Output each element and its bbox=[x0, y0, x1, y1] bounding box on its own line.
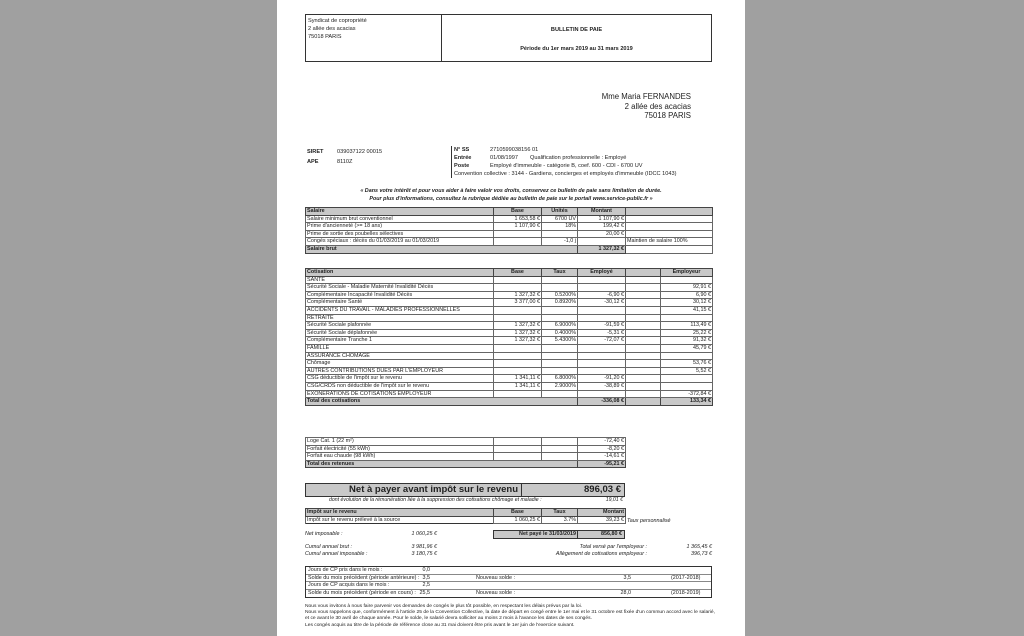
conges-label: Jours de CP acquis dans le mois : bbox=[308, 582, 390, 589]
col-header: Base bbox=[494, 269, 542, 277]
conges-period: (2017-2018) bbox=[671, 574, 701, 581]
cell bbox=[494, 344, 542, 352]
siret-value: 039037122 00015 bbox=[337, 149, 383, 155]
cumul-imposable-value: 3 180,75 € bbox=[411, 551, 437, 557]
table-row bbox=[306, 276, 713, 284]
col-header bbox=[626, 208, 713, 216]
conservation-notice bbox=[297, 188, 725, 203]
cell bbox=[542, 445, 578, 453]
cell: -72,07 € bbox=[578, 337, 626, 345]
cell: -6,90 € bbox=[578, 291, 626, 299]
cell: 41,15 € bbox=[661, 306, 713, 314]
cell: Congés spéciaux : décès du 01/03/2019 au 01/03/2019 bbox=[306, 238, 494, 246]
cell: 1 653,58 € bbox=[494, 215, 542, 223]
cell bbox=[626, 314, 661, 322]
cell bbox=[661, 314, 713, 322]
conges-value: 2,5 bbox=[422, 582, 430, 589]
ss-value: 2710599038156 01 bbox=[490, 147, 539, 153]
cell: CSG déductible de l'impôt sur le revenu bbox=[306, 375, 494, 383]
cell bbox=[626, 390, 661, 398]
table-row bbox=[306, 238, 713, 246]
cell bbox=[661, 352, 713, 360]
cell: RETRAITE bbox=[306, 314, 494, 322]
cell bbox=[578, 238, 626, 246]
net-imposable-value: 1 060,25 € bbox=[411, 531, 437, 537]
table-row bbox=[306, 438, 626, 446]
cell: Prime d'ancienneté (>= 18 ans) bbox=[306, 223, 494, 231]
entree-label: Entrée bbox=[454, 155, 472, 161]
employee-ids bbox=[451, 146, 713, 178]
cumul-brut-value: 3 981,96 € bbox=[411, 544, 437, 550]
cell: Sécurité Sociale - Maladie Maternité Invalidité Décès bbox=[306, 284, 494, 292]
cell bbox=[542, 453, 578, 461]
table-row bbox=[306, 360, 713, 368]
table-row bbox=[306, 284, 713, 292]
cell: EXONÉRATIONS DE COTISATIONS EMPLOYEUR bbox=[306, 390, 494, 398]
footer-notes bbox=[305, 604, 715, 629]
cell bbox=[626, 306, 661, 314]
cell: 92,91 € bbox=[661, 284, 713, 292]
cell bbox=[626, 352, 661, 360]
conges-nouveau-label: Nouveau solde : bbox=[476, 589, 515, 596]
cell bbox=[494, 360, 542, 368]
cell: 25,22 € bbox=[661, 329, 713, 337]
net-imposable-label: Net imposable : bbox=[305, 531, 343, 537]
siret-label: SIRET bbox=[307, 149, 324, 155]
cell: 6.9000% bbox=[542, 322, 578, 330]
cell bbox=[626, 375, 661, 383]
cell bbox=[494, 276, 542, 284]
cell: 5.4300% bbox=[542, 337, 578, 345]
cell bbox=[542, 390, 578, 398]
conges-nouveau: 28,0 bbox=[620, 589, 631, 596]
entree-value: 01/08/1997 bbox=[490, 155, 518, 161]
col-header: Employé bbox=[578, 269, 626, 277]
table-row bbox=[306, 291, 713, 299]
table-row bbox=[306, 352, 713, 360]
table-row bbox=[306, 299, 713, 307]
cell: -91,59 € bbox=[578, 322, 626, 330]
cell bbox=[578, 367, 626, 375]
cell: 1 107,90 € bbox=[578, 215, 626, 223]
cell bbox=[494, 453, 542, 461]
cell bbox=[661, 375, 713, 383]
ape-value: 8110Z bbox=[337, 159, 353, 165]
cell: -38,89 € bbox=[578, 382, 626, 390]
cell bbox=[494, 306, 542, 314]
cell: Prime de sortie des poubelles sélectives bbox=[306, 230, 494, 238]
cell: 20,00 € bbox=[578, 230, 626, 238]
employer-name: Syndicat de copropriété bbox=[308, 18, 367, 24]
cell bbox=[578, 344, 626, 352]
cell: 1 327,32 € bbox=[494, 329, 542, 337]
net-paye-box bbox=[493, 530, 625, 539]
cell bbox=[626, 398, 661, 406]
table-row bbox=[306, 390, 713, 398]
cell: -5,31 € bbox=[578, 329, 626, 337]
cell bbox=[578, 390, 626, 398]
col-header: Taux bbox=[542, 509, 578, 517]
ss-label: N° SS bbox=[454, 147, 470, 153]
taux-note: Taux personnalisé bbox=[627, 518, 671, 524]
cell: 199,42 € bbox=[578, 223, 626, 231]
cell: 0.5200% bbox=[542, 291, 578, 299]
col-header: Taux bbox=[542, 269, 578, 277]
cell bbox=[626, 322, 661, 330]
table-row bbox=[306, 329, 713, 337]
table-row bbox=[306, 453, 626, 461]
cell: -14,61 € bbox=[578, 453, 626, 461]
conges-label: Solde du mois précédent (période antérieure) : bbox=[308, 574, 420, 581]
cell: 1 327,32 € bbox=[494, 291, 542, 299]
footer-line-3: Les congés acquis au titre de la période de référence close au 31 mai doivent être pris avant le 1er juin de l'exercice suivant. bbox=[305, 622, 575, 628]
cell: Forfait eau chaude (98 kWh) bbox=[306, 453, 494, 461]
col-header: Cotisation bbox=[306, 269, 494, 277]
conges-row bbox=[306, 582, 711, 590]
cell: ASSURANCE CHÔMAGE bbox=[306, 352, 494, 360]
cell bbox=[578, 284, 626, 292]
cell: 0.4000% bbox=[542, 329, 578, 337]
conges-label: Solde du mois précédent (période en cours) : bbox=[308, 589, 416, 596]
qualification: Qualification professionnelle : Employé bbox=[530, 155, 627, 161]
header-box bbox=[305, 14, 712, 62]
cell bbox=[542, 352, 578, 360]
document-period: Période du 1er mars 2019 au 31 mars 2019 bbox=[520, 46, 633, 52]
salaire-table bbox=[305, 207, 713, 254]
convention: Convention collective : 3144 - Gardiens, concierges et employés d'immeuble (IDCC 1043) bbox=[454, 171, 677, 177]
cell bbox=[661, 382, 713, 390]
cell bbox=[626, 223, 713, 231]
evolution-label: dont évolution de la rémunération liée à la suppression des cotisations chômage et maladie : bbox=[329, 497, 542, 503]
salaire-brut-row bbox=[306, 245, 713, 253]
total-cotisations-row bbox=[306, 398, 713, 406]
table-row bbox=[306, 367, 713, 375]
table-row bbox=[306, 223, 713, 231]
cell: Sécurité Sociale plafonnée bbox=[306, 322, 494, 330]
col-header: Impôt sur le revenu bbox=[306, 509, 494, 517]
col-header: Salaire bbox=[306, 208, 494, 216]
cell: CSG/CRDS non déductible de l'impôt sur le revenu bbox=[306, 382, 494, 390]
employer-city: 75018 PARIS bbox=[308, 34, 342, 40]
employer-block bbox=[306, 15, 442, 61]
table-row bbox=[306, 337, 713, 345]
table-row bbox=[306, 215, 713, 223]
total-value: 1 327,32 € bbox=[578, 245, 626, 253]
cell bbox=[542, 276, 578, 284]
conges-row bbox=[306, 590, 711, 598]
table-row bbox=[306, 230, 713, 238]
cell bbox=[626, 299, 661, 307]
poste-value: Employé d'immeuble - catégorie B, coef. 600 - CDI - 6700 UV bbox=[490, 163, 643, 169]
cell bbox=[626, 344, 661, 352]
cell: ACCIDENTS DU TRAVAIL - MALADIES PROFESSIONNELLES bbox=[306, 306, 494, 314]
allegement-label: Allègement de cotisations employeur : bbox=[555, 551, 647, 557]
col-header: Montant bbox=[578, 509, 626, 517]
cell: -372,84 € bbox=[661, 390, 713, 398]
cell bbox=[494, 314, 542, 322]
cell bbox=[542, 230, 578, 238]
cell bbox=[494, 230, 542, 238]
cell bbox=[542, 367, 578, 375]
cell bbox=[626, 329, 661, 337]
cumul-imposable-label: Cumul annuel imposable : bbox=[305, 551, 368, 557]
cell: SANTÉ bbox=[306, 276, 494, 284]
cell: Sécurité Sociale déplafonnée bbox=[306, 329, 494, 337]
retenues-table bbox=[305, 437, 626, 468]
cell: -72,40 € bbox=[578, 438, 626, 446]
conges-value: 3,5 bbox=[422, 574, 430, 581]
total-label: Total des cotisations bbox=[306, 398, 578, 406]
cell bbox=[542, 344, 578, 352]
employee-street: 2 allée des acacias bbox=[624, 101, 691, 111]
employer-ids bbox=[305, 146, 386, 168]
cell bbox=[494, 445, 542, 453]
notice-line-2: Pour plus d'informations, consultez la rubrique dédiée au bulletin de paie sur le portail www.service-public.fr » bbox=[369, 195, 653, 202]
total-employe: -336,08 € bbox=[578, 398, 626, 406]
cell bbox=[578, 276, 626, 284]
cell bbox=[542, 314, 578, 322]
title-block bbox=[442, 15, 711, 61]
impot-header-row bbox=[306, 509, 626, 517]
table-row bbox=[306, 516, 626, 524]
cell: 53,76 € bbox=[661, 360, 713, 368]
conges-nouveau-label: Nouveau solde : bbox=[476, 574, 515, 581]
table-row bbox=[306, 375, 713, 383]
col-header: Montant bbox=[578, 208, 626, 216]
cell: 91,32 € bbox=[661, 337, 713, 345]
conges-box bbox=[305, 566, 712, 598]
cell: Chômage bbox=[306, 360, 494, 368]
cell bbox=[626, 215, 713, 223]
cell bbox=[661, 276, 713, 284]
footer-line-1: Nous vous invitons à nous faire parvenir vos demandes de congés le plus tôt possible, en respectant les délais prévus par la loi. bbox=[305, 604, 583, 609]
cell: 5,52 € bbox=[661, 367, 713, 375]
total-verse-label: Total versé par l'employeur : bbox=[579, 544, 647, 550]
table-row bbox=[306, 344, 713, 352]
cell bbox=[626, 291, 661, 299]
cell: 6,90 € bbox=[661, 291, 713, 299]
table-row bbox=[306, 306, 713, 314]
cell: 2.9000% bbox=[542, 382, 578, 390]
footer-line-2: Nous vous rappelons que, conformément à l'article 25 de la Convention Collective, la date de départ en congé entre le 1er mai et le 31 octobre est fixée d'un commun accord avec le salarié, et ce avant le 30 avril de chaque année. Pour le solde, le salarié devra solliciter au moins 2 mois à l'avance les dates de ses congés. bbox=[305, 610, 715, 622]
cell: 30,12 € bbox=[661, 299, 713, 307]
col-header: Employeur bbox=[661, 269, 713, 277]
cell: -91,20 € bbox=[578, 375, 626, 383]
salaire-header-row bbox=[306, 208, 713, 216]
notice-line-1: « Dans votre intérêt et pour vous aider à faire valoir vos droits, conservez ce bulletin de paie sans limitation de durée. bbox=[360, 188, 662, 194]
conges-label: Jours de CP pris dans le mois : bbox=[308, 567, 383, 573]
table-row bbox=[306, 322, 713, 330]
cell: -8,20 € bbox=[578, 445, 626, 453]
cell: Complémentaire Incapacité Invalidité Décès bbox=[306, 291, 494, 299]
cell bbox=[578, 352, 626, 360]
cell bbox=[494, 438, 542, 446]
col-header bbox=[626, 269, 661, 277]
employee-address bbox=[577, 92, 691, 121]
conges-value: 25,5 bbox=[419, 589, 430, 596]
cell: 1 060,25 € bbox=[494, 516, 542, 524]
cell: Loge Cat. 1 (22 m²) bbox=[306, 438, 494, 446]
total-employeur: 133,34 € bbox=[661, 398, 713, 406]
cell bbox=[626, 337, 661, 345]
cell bbox=[626, 382, 661, 390]
evolution-value: 19,01 € bbox=[605, 497, 623, 503]
employer-street: 2 allée des acacias bbox=[308, 26, 356, 32]
cell: Forfait électricité (55 kWh) bbox=[306, 445, 494, 453]
total-label: Total des retenues bbox=[306, 460, 578, 468]
net-paye-label: Net payé le 31/03/2019 bbox=[494, 531, 578, 538]
cell bbox=[542, 284, 578, 292]
cell: 3.7% bbox=[542, 516, 578, 524]
cell: -1,0 j bbox=[542, 238, 578, 246]
cell bbox=[494, 352, 542, 360]
conges-value: 0,0 bbox=[422, 567, 430, 573]
cell: AUTRES CONTRIBUTIONS DUES PAR L'EMPLOYEUR bbox=[306, 367, 494, 375]
total-verse-value: 1 365,45 € bbox=[686, 544, 712, 550]
allegement-value: 396,73 € bbox=[691, 551, 712, 557]
cell: 1 327,32 € bbox=[494, 337, 542, 345]
cell: 1 341,11 € bbox=[494, 382, 542, 390]
ape-label: APE bbox=[307, 159, 319, 165]
cell: 1 327,32 € bbox=[494, 322, 542, 330]
net-avant-impot-label: Net à payer avant impôt sur le revenu bbox=[306, 484, 522, 496]
conges-row bbox=[306, 567, 711, 575]
cotisations-table bbox=[305, 268, 713, 406]
conges-row bbox=[306, 575, 711, 583]
col-header: Base bbox=[494, 509, 542, 517]
cell bbox=[494, 238, 542, 246]
employee-city: 75018 PARIS bbox=[644, 111, 691, 120]
total-value: -95,21 € bbox=[578, 460, 626, 468]
cell: Complémentaire Tranche 1 bbox=[306, 337, 494, 345]
cell: Impôt sur le revenu prélevé à la source bbox=[306, 516, 494, 524]
cell: 1 107,90 € bbox=[494, 223, 542, 231]
table-row bbox=[306, 445, 626, 453]
cell: Complémentaire Santé bbox=[306, 299, 494, 307]
table-row bbox=[306, 382, 713, 390]
cell: 1 341,11 € bbox=[494, 375, 542, 383]
cell bbox=[494, 367, 542, 375]
cell bbox=[626, 245, 713, 253]
cell bbox=[542, 306, 578, 314]
cumul-brut-label: Cumul annuel brut : bbox=[305, 544, 353, 550]
payslip-page bbox=[277, 0, 745, 636]
cell: 6700 UV bbox=[542, 215, 578, 223]
col-header: Base bbox=[494, 208, 542, 216]
cell bbox=[578, 360, 626, 368]
employee-name: Mme Maria FERNANDES bbox=[601, 92, 691, 101]
cell bbox=[578, 314, 626, 322]
net-avant-impot bbox=[305, 483, 625, 497]
cell: 0.8920% bbox=[542, 299, 578, 307]
net-paye-value: 856,80 € bbox=[601, 531, 622, 537]
cell bbox=[542, 360, 578, 368]
cell bbox=[626, 230, 713, 238]
cell bbox=[626, 367, 661, 375]
total-label: Salaire brut bbox=[306, 245, 578, 253]
cell: FAMILLE bbox=[306, 344, 494, 352]
conges-nouveau: 3,5 bbox=[623, 574, 631, 581]
cotisations-header-row bbox=[306, 269, 713, 277]
cell: 45,79 € bbox=[661, 344, 713, 352]
col-header: Unités bbox=[542, 208, 578, 216]
cell bbox=[494, 284, 542, 292]
cell: -30,12 € bbox=[578, 299, 626, 307]
impot-table bbox=[305, 508, 626, 524]
cell bbox=[542, 438, 578, 446]
total-retenues-row bbox=[306, 460, 626, 468]
cell: 39,23 € bbox=[578, 516, 626, 524]
cell: Maintien de salaire 100% bbox=[626, 238, 713, 246]
cell bbox=[494, 390, 542, 398]
cell: 18% bbox=[542, 223, 578, 231]
cell bbox=[626, 360, 661, 368]
conges-period: (2018-2019) bbox=[671, 589, 701, 596]
cell: Salaire minimum brut conventionnel bbox=[306, 215, 494, 223]
poste-label: Poste bbox=[454, 163, 470, 169]
table-row bbox=[306, 314, 713, 322]
cell: 6.8000% bbox=[542, 375, 578, 383]
cell: 3 377,00 € bbox=[494, 299, 542, 307]
cell bbox=[626, 276, 661, 284]
net-avant-impot-value: 896,03 € bbox=[584, 484, 621, 495]
cell bbox=[578, 306, 626, 314]
cell: 113,49 € bbox=[661, 322, 713, 330]
cell bbox=[626, 284, 661, 292]
document-title: BULLETIN DE PAIE bbox=[550, 27, 603, 33]
